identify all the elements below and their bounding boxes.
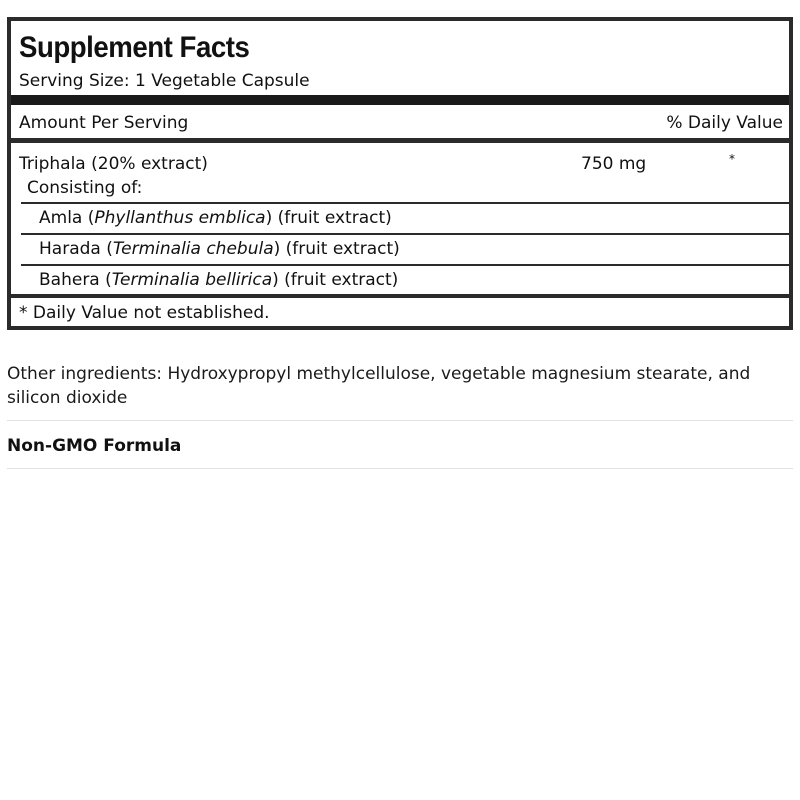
daily-value-header: % Daily Value: [666, 113, 783, 133]
latin-name: Phyllanthus emblica: [94, 208, 266, 228]
sub-ingredient-row: [21, 202, 789, 233]
part-description: ) (fruit extract): [272, 270, 399, 290]
amount-per-serving-label: Amount Per Serving: [19, 113, 189, 133]
supplement-facts-panel: [7, 17, 793, 330]
footnote: * Daily Value not established.: [19, 303, 270, 323]
bottom-divider: [11, 294, 789, 298]
non-gmo-label: Non-GMO Formula: [7, 436, 182, 456]
latin-name: Terminalia chebula: [112, 239, 274, 259]
ingredient-name: Triphala (20% extract): [19, 154, 208, 174]
thick-divider: [11, 95, 789, 105]
ingredient-daily-value: *: [729, 152, 735, 166]
sub-ingredient-list: [21, 202, 789, 295]
other-ingredients: Other ingredients: Hydroxypropyl methylcellulose, vegetable magnesium stearate, and silicon dioxide: [7, 364, 751, 408]
serving-size: Serving Size: 1 Vegetable Capsule: [19, 71, 310, 91]
latin-name: Terminalia bellirica: [111, 270, 273, 290]
section-divider: [7, 420, 793, 421]
panel-title: Supplement Facts: [19, 31, 250, 64]
common-name: Amla (: [39, 208, 95, 228]
common-name: Bahera (: [39, 270, 112, 290]
consisting-of-label: Consisting of:: [27, 178, 143, 198]
sub-ingredient-row: [21, 264, 789, 295]
ingredient-amount: 750 mg: [581, 154, 647, 174]
sub-ingredient-row: [21, 233, 789, 264]
common-name: Harada (: [39, 239, 113, 259]
section-divider: [7, 468, 793, 469]
part-description: ) (fruit extract): [273, 239, 400, 259]
part-description: ) (fruit extract): [265, 208, 392, 228]
medium-divider: [11, 138, 789, 143]
amount-header-row: [11, 107, 789, 137]
